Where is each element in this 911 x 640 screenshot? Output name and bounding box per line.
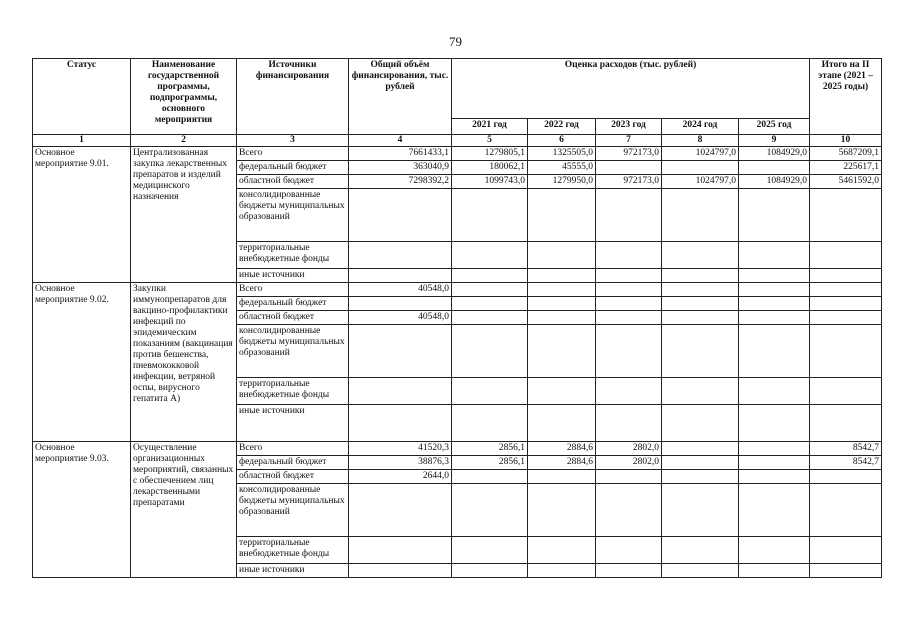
- program-name-cell: Осуществление организационных мероприятий, связанных с обеспечением лиц лекарственными препаратами: [131, 442, 237, 578]
- header-expense-estimate: Оценка расходов (тыс. рублей): [452, 59, 810, 119]
- value-cell-y2024: 1024797,0: [662, 175, 739, 189]
- value-cell-y2023: [596, 470, 662, 484]
- source-cell: консолидированные бюджеты муниципальных образований: [237, 325, 349, 378]
- header-stage-total: Итого на II этапе (2021 – 2025 годы): [810, 59, 882, 135]
- value-cell-stage: [810, 564, 882, 578]
- value-cell-stage: [810, 470, 882, 484]
- value-cell-y2023: [596, 564, 662, 578]
- value-cell-y2025: [739, 269, 810, 283]
- value-cell-total: [349, 189, 452, 242]
- value-cell-y2021: 2856,1: [452, 442, 528, 456]
- value-cell-stage: 8542,7: [810, 442, 882, 456]
- value-cell-y2021: 1279805,1: [452, 147, 528, 161]
- value-cell-stage: [810, 325, 882, 378]
- table-row: [33, 442, 882, 456]
- source-cell: иные источники: [237, 405, 349, 442]
- value-cell-y2023: 2802,0: [596, 456, 662, 470]
- value-cell-y2024: [662, 378, 739, 405]
- value-cell-y2024: 1024797,0: [662, 147, 739, 161]
- value-cell-y2021: [452, 564, 528, 578]
- value-cell-y2025: [739, 283, 810, 297]
- value-cell-stage: [810, 269, 882, 283]
- value-cell-y2022: 2884,6: [528, 456, 596, 470]
- value-cell-y2021: [452, 470, 528, 484]
- value-cell-y2021: [452, 242, 528, 269]
- value-cell-y2021: 1099743,0: [452, 175, 528, 189]
- source-cell: иные источники: [237, 269, 349, 283]
- value-cell-y2024: [662, 484, 739, 537]
- value-cell-total: 363040,9: [349, 161, 452, 175]
- value-cell-y2021: [452, 297, 528, 311]
- value-cell-y2023: [596, 405, 662, 442]
- value-cell-y2021: 180062,1: [452, 161, 528, 175]
- value-cell-y2021: [452, 484, 528, 537]
- value-cell-total: 41520,3: [349, 442, 452, 456]
- value-cell-y2022: 1325505,0: [528, 147, 596, 161]
- column-number: 3: [237, 135, 349, 147]
- header-year: 2024 год: [662, 119, 739, 135]
- value-cell-y2025: [739, 325, 810, 378]
- value-cell-y2023: [596, 325, 662, 378]
- value-cell-y2023: [596, 537, 662, 564]
- value-cell-y2024: [662, 242, 739, 269]
- value-cell-y2021: [452, 189, 528, 242]
- value-cell-y2022: [528, 470, 596, 484]
- status-cell: Основное мероприятие 9.02.: [33, 283, 131, 442]
- source-cell: областной бюджет: [237, 175, 349, 189]
- value-cell-y2022: [528, 283, 596, 297]
- source-cell: федеральный бюджет: [237, 161, 349, 175]
- header-sources: Источники финансирования: [237, 59, 349, 135]
- value-cell-y2025: 1084929,0: [739, 175, 810, 189]
- value-cell-total: [349, 405, 452, 442]
- value-cell-y2022: [528, 311, 596, 325]
- value-cell-y2024: [662, 456, 739, 470]
- value-cell-y2025: [739, 161, 810, 175]
- source-cell: Всего: [237, 442, 349, 456]
- value-cell-total: 38876,3: [349, 456, 452, 470]
- value-cell-stage: [810, 297, 882, 311]
- value-cell-y2025: [739, 564, 810, 578]
- value-cell-y2023: [596, 311, 662, 325]
- value-cell-y2024: [662, 161, 739, 175]
- value-cell-stage: 5461592,0: [810, 175, 882, 189]
- status-cell: Основное мероприятие 9.03.: [33, 442, 131, 578]
- value-cell-y2025: 1084929,0: [739, 147, 810, 161]
- value-cell-total: 40548,0: [349, 283, 452, 297]
- table-body: [33, 147, 882, 578]
- table-row: [33, 147, 882, 161]
- source-cell: территориальные внебюджетные фонды: [237, 378, 349, 405]
- value-cell-stage: [810, 283, 882, 297]
- value-cell-total: [349, 484, 452, 537]
- source-cell: областной бюджет: [237, 311, 349, 325]
- value-cell-y2025: [739, 484, 810, 537]
- value-cell-y2022: [528, 537, 596, 564]
- value-cell-y2022: [528, 378, 596, 405]
- value-cell-y2023: [596, 484, 662, 537]
- value-cell-stage: [810, 405, 882, 442]
- value-cell-total: 2644,0: [349, 470, 452, 484]
- budget-table: [32, 58, 882, 578]
- value-cell-y2021: 2856,1: [452, 456, 528, 470]
- source-cell: консолидированные бюджеты муниципальных образований: [237, 484, 349, 537]
- value-cell-stage: [810, 242, 882, 269]
- value-cell-y2022: [528, 242, 596, 269]
- value-cell-y2023: [596, 242, 662, 269]
- column-number: 10: [810, 135, 882, 147]
- value-cell-y2025: [739, 456, 810, 470]
- header-year: 2025 год: [739, 119, 810, 135]
- value-cell-y2024: [662, 537, 739, 564]
- value-cell-y2023: [596, 189, 662, 242]
- header-year: 2021 год: [452, 119, 528, 135]
- value-cell-stage: [810, 311, 882, 325]
- value-cell-total: [349, 564, 452, 578]
- source-cell: федеральный бюджет: [237, 456, 349, 470]
- value-cell-stage: [810, 537, 882, 564]
- value-cell-y2022: [528, 189, 596, 242]
- source-cell: федеральный бюджет: [237, 297, 349, 311]
- source-cell: территориальные внебюджетные фонды: [237, 242, 349, 269]
- value-cell-y2023: 2802,0: [596, 442, 662, 456]
- value-cell-y2021: [452, 405, 528, 442]
- column-number: 5: [452, 135, 528, 147]
- value-cell-y2024: [662, 311, 739, 325]
- value-cell-y2025: [739, 470, 810, 484]
- value-cell-y2022: [528, 325, 596, 378]
- column-number: 7: [596, 135, 662, 147]
- program-name-cell: Централизованная закупка лекарственных препаратов и изделий медицинского назначения: [131, 147, 237, 283]
- value-cell-y2024: [662, 189, 739, 242]
- header-year: 2023 год: [596, 119, 662, 135]
- value-cell-stage: [810, 484, 882, 537]
- header-year: 2022 год: [528, 119, 596, 135]
- value-cell-y2024: [662, 325, 739, 378]
- value-cell-total: 7298392,2: [349, 175, 452, 189]
- source-cell: иные источники: [237, 564, 349, 578]
- value-cell-stage: [810, 189, 882, 242]
- value-cell-y2025: [739, 242, 810, 269]
- value-cell-y2021: [452, 269, 528, 283]
- column-number: 1: [33, 135, 131, 147]
- value-cell-y2024: [662, 470, 739, 484]
- source-cell: областной бюджет: [237, 470, 349, 484]
- value-cell-y2025: [739, 311, 810, 325]
- source-cell: консолидированные бюджеты муниципальных образований: [237, 189, 349, 242]
- column-number: 6: [528, 135, 596, 147]
- value-cell-y2022: [528, 484, 596, 537]
- value-cell-total: [349, 269, 452, 283]
- value-cell-y2023: [596, 161, 662, 175]
- value-cell-y2025: [739, 442, 810, 456]
- value-cell-y2023: 972173,0: [596, 147, 662, 161]
- value-cell-y2022: [528, 405, 596, 442]
- column-number: 8: [662, 135, 739, 147]
- value-cell-y2024: [662, 283, 739, 297]
- value-cell-y2022: 45555,0: [528, 161, 596, 175]
- page-number: 79: [449, 34, 462, 49]
- column-number: 9: [739, 135, 810, 147]
- column-number: 2: [131, 135, 237, 147]
- value-cell-y2024: [662, 269, 739, 283]
- value-cell-y2023: [596, 269, 662, 283]
- value-cell-y2025: [739, 537, 810, 564]
- value-cell-y2023: 972173,0: [596, 175, 662, 189]
- value-cell-stage: [810, 378, 882, 405]
- value-cell-y2024: [662, 564, 739, 578]
- value-cell-y2022: [528, 564, 596, 578]
- source-cell: Всего: [237, 147, 349, 161]
- value-cell-y2022: [528, 297, 596, 311]
- value-cell-y2024: [662, 297, 739, 311]
- source-cell: территориальные внебюджетные фонды: [237, 537, 349, 564]
- value-cell-y2025: [739, 297, 810, 311]
- value-cell-y2021: [452, 325, 528, 378]
- value-cell-y2025: [739, 189, 810, 242]
- column-number: 4: [349, 135, 452, 147]
- value-cell-total: 40548,0: [349, 311, 452, 325]
- value-cell-y2024: [662, 405, 739, 442]
- program-name-cell: Закупки иммунопрепаратов для вакцино-профилактики инфекций по эпидемическим показаниям (вакцинация против бешенства, пневмококковой инфекции, ветряной оспы, вирусного гепатита А): [131, 283, 237, 442]
- value-cell-y2022: [528, 269, 596, 283]
- value-cell-stage: 5687209,1: [810, 147, 882, 161]
- value-cell-y2022: 1279950,0: [528, 175, 596, 189]
- value-cell-total: [349, 325, 452, 378]
- status-cell: Основное мероприятие 9.01.: [33, 147, 131, 283]
- value-cell-total: [349, 297, 452, 311]
- value-cell-y2021: [452, 283, 528, 297]
- value-cell-stage: 225617,1: [810, 161, 882, 175]
- value-cell-y2025: [739, 405, 810, 442]
- value-cell-y2021: [452, 311, 528, 325]
- header-total-volume: Общий объём финансирования, тыс. рублей: [349, 59, 452, 135]
- value-cell-y2023: [596, 283, 662, 297]
- value-cell-y2025: [739, 378, 810, 405]
- value-cell-stage: 8542,7: [810, 456, 882, 470]
- value-cell-y2021: [452, 378, 528, 405]
- value-cell-total: [349, 537, 452, 564]
- value-cell-y2023: [596, 297, 662, 311]
- value-cell-y2022: 2884,6: [528, 442, 596, 456]
- value-cell-y2021: [452, 537, 528, 564]
- value-cell-y2024: [662, 442, 739, 456]
- table-row: [33, 283, 882, 297]
- value-cell-total: [349, 378, 452, 405]
- value-cell-total: [349, 242, 452, 269]
- value-cell-y2023: [596, 378, 662, 405]
- value-cell-total: 7661433,1: [349, 147, 452, 161]
- source-cell: Всего: [237, 283, 349, 297]
- header-program-name: Наименование государственной программы, подпрограммы, основного мероприятия: [131, 59, 237, 135]
- header-status: Статус: [33, 59, 131, 135]
